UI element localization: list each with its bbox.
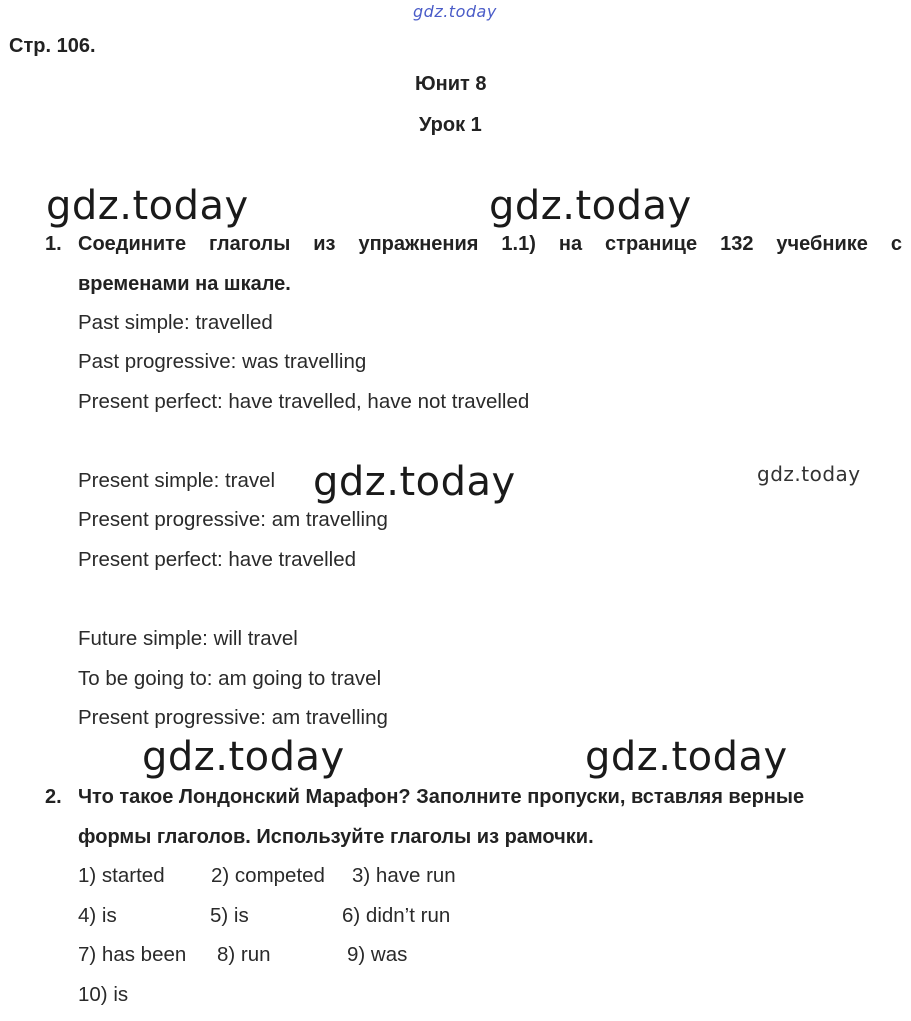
task2-answer: 5) is: [210, 904, 249, 927]
task2-answer: 2) competed: [211, 864, 325, 887]
task1-answer: To be going to: am going to travel: [78, 667, 382, 690]
task2-answer: 3) have run: [352, 864, 456, 887]
task1-answer: Present progressive: am travelling: [78, 508, 388, 531]
task1-answer: Past progressive: was travelling: [78, 350, 367, 373]
task2-answer: 9) was: [347, 943, 408, 966]
task1-answer: Past simple: travelled: [78, 311, 273, 334]
task2-text-line1: Что такое Лондонский Марафон? Заполните пропуски, вставляя верные: [78, 786, 805, 808]
watermark: gdz.today: [46, 183, 249, 229]
unit-title: Юнит 8: [415, 73, 487, 95]
task2-answer: 7) has been: [78, 943, 187, 966]
task2-answer: 6) didn’t run: [342, 904, 451, 927]
task1-answer: Present simple: travel: [78, 469, 276, 492]
task1-answer: Present progressive: am travelling: [78, 706, 388, 729]
watermark: gdz.today: [489, 183, 692, 229]
task2-answer: 10) is: [78, 983, 129, 1006]
page-label: Стр. 106.: [9, 35, 96, 57]
task1-answer: Future simple: will travel: [78, 627, 298, 650]
watermark-top: gdz.today: [413, 2, 497, 21]
lesson-title: Урок 1: [419, 114, 482, 136]
task1-text-line2: временами на шкале.: [78, 273, 291, 295]
task1-answer: Present perfect: have travelled: [78, 548, 357, 571]
watermark: gdz.today: [585, 734, 788, 780]
task1-number: 1.: [45, 233, 62, 255]
watermark: gdz.today: [142, 734, 345, 780]
watermark: gdz.today: [313, 459, 516, 505]
task2-text-line2: формы глаголов. Используйте глаголы из рамочки.: [78, 826, 594, 848]
task2-answer: 4) is: [78, 904, 117, 927]
task2-answer: 8) run: [217, 943, 271, 966]
task2-number: 2.: [45, 786, 62, 808]
watermark-small: gdz.today: [757, 462, 861, 486]
task1-answer: Present perfect: have travelled, have not travelled: [78, 390, 530, 413]
task1-text-line1: Соедините глаголы из упражнения 1.1) на странице 132 учебнике с: [78, 233, 902, 255]
task2-answer: 1) started: [78, 864, 165, 887]
